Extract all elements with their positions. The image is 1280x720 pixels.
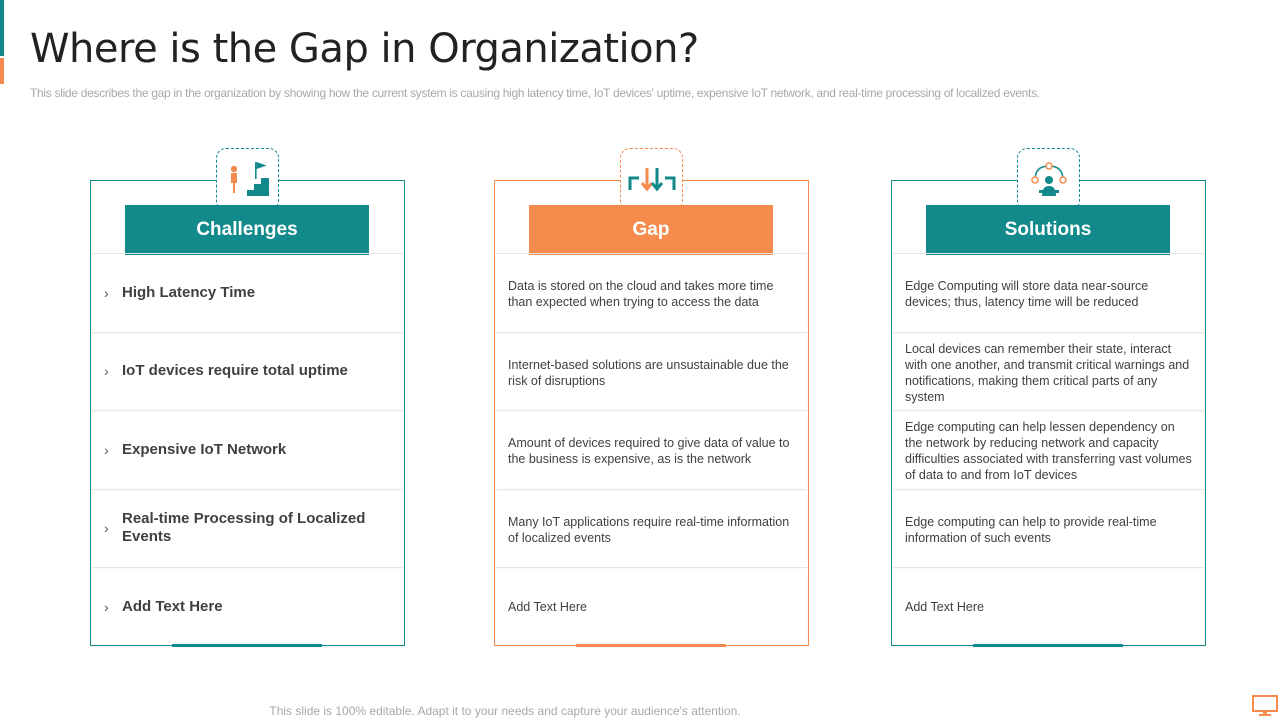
card-bottom-bar [172, 644, 322, 647]
chevron-right-icon: › [104, 598, 109, 615]
network-person-icon [1017, 148, 1080, 211]
list-item: Data is stored on the cloud and takes more time than expected when trying to access the data [496, 253, 807, 332]
chevron-right-icon: › [104, 284, 109, 301]
gap-header: Gap [529, 205, 773, 255]
card-bottom-bar [576, 644, 726, 647]
solutions-header: Solutions [926, 205, 1170, 255]
slide-footer: This slide is 100% editable. Adapt it to your needs and capture your audience's attention. [269, 704, 741, 718]
list-item: › Add Text Here [92, 567, 403, 646]
slide-title: Where is the Gap in Organization? [30, 26, 699, 72]
challenges-list [92, 253, 403, 646]
accent-bar-teal [0, 0, 4, 56]
slide-subtitle: This slide describes the gap in the organization by showing how the current system is causing high latency time, IoT devices' uptime, expensive IoT network, and real-time processing of localized events. [30, 86, 1040, 100]
list-item: › Expensive IoT Network [92, 410, 403, 489]
list-item: Local devices can remember their state, interact with one another, and transmit critical warnings and notifications, making them critical parts of any system [893, 332, 1204, 411]
challenges-header: Challenges [125, 205, 369, 255]
monitor-icon[interactable] [1252, 695, 1278, 717]
chevron-right-icon: › [104, 441, 109, 458]
list-item: Add Text Here [496, 567, 807, 646]
accent-bar-orange [0, 58, 4, 84]
list-item: Amount of devices required to give data of value to the business is expensive, as is the network [496, 410, 807, 489]
list-item: › IoT devices require total uptime [92, 332, 403, 411]
list-item: Internet-based solutions are unsustainable due the risk of disruptions [496, 332, 807, 411]
solutions-list [893, 253, 1204, 646]
list-item: Many IoT applications require real-time information of localized events [496, 489, 807, 568]
chevron-right-icon: › [104, 520, 109, 537]
stairs-flag-icon [216, 148, 279, 211]
list-item: › High Latency Time [92, 253, 403, 332]
list-item: Edge computing can help to provide real-time information of such events [893, 489, 1204, 568]
list-item: Edge computing can help lessen dependency on the network by reducing network and capacity difficulties associated with transferring vast volumes of data to and from IoT devices [893, 410, 1204, 489]
gap-list [496, 253, 807, 646]
list-item: Add Text Here [893, 567, 1204, 646]
converging-arrows-icon [620, 148, 683, 211]
list-item: Edge Computing will store data near-source devices; thus, latency time will be reduced [893, 253, 1204, 332]
challenges-card [90, 180, 405, 646]
solutions-card [891, 180, 1206, 646]
gap-card [494, 180, 809, 646]
card-bottom-bar [973, 644, 1123, 647]
chevron-right-icon: › [104, 363, 109, 380]
list-item: › Real-time Processing of Localized Events [92, 489, 403, 568]
